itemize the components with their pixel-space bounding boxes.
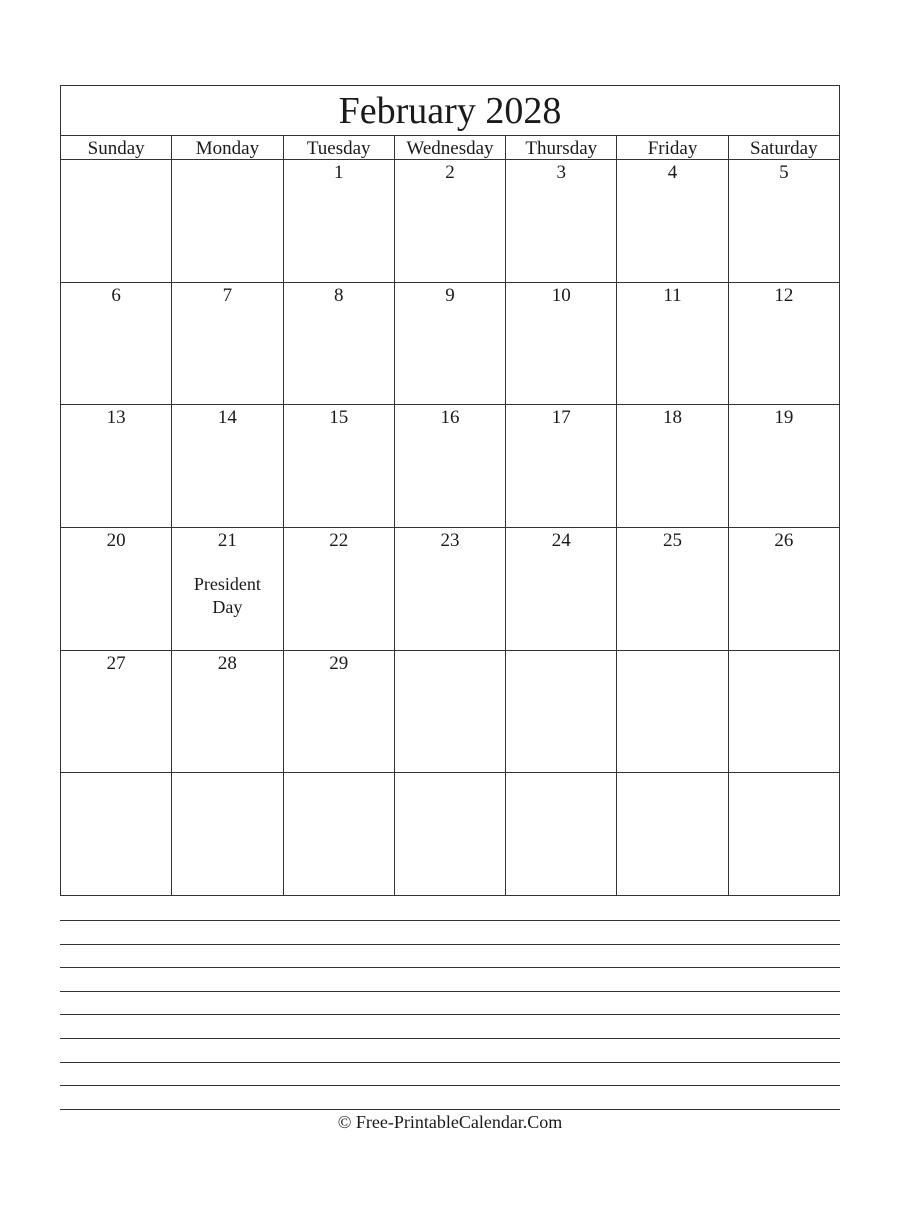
day-cell xyxy=(284,651,395,773)
week-row xyxy=(61,160,839,283)
weekday-wednesday: Wednesday xyxy=(395,136,506,159)
day-cell xyxy=(395,773,506,895)
day-cell xyxy=(617,528,728,650)
day-number: 25 xyxy=(663,530,683,552)
day-cell xyxy=(506,283,617,405)
week-row xyxy=(61,283,839,406)
week-row xyxy=(61,528,839,651)
holiday-label-line: Day xyxy=(212,597,243,618)
note-line xyxy=(60,967,840,968)
day-number: 11 xyxy=(663,284,682,306)
weekday-tuesday: Tuesday xyxy=(284,136,395,159)
day-number: 29 xyxy=(329,652,349,674)
day-cell xyxy=(172,283,283,405)
day-cell xyxy=(172,651,283,773)
note-line xyxy=(60,1085,840,1086)
week-row xyxy=(61,651,839,774)
day-cell xyxy=(617,773,728,895)
day-cell xyxy=(61,283,172,405)
note-line xyxy=(60,920,840,921)
day-number: 13 xyxy=(106,407,126,429)
day-cell xyxy=(284,283,395,405)
day-cell xyxy=(729,405,839,527)
day-cell xyxy=(617,405,728,527)
weekday-thursday: Thursday xyxy=(506,136,617,159)
day-number: 16 xyxy=(440,407,460,429)
day-cell xyxy=(729,160,839,282)
day-cell xyxy=(61,528,172,650)
weekday-friday: Friday xyxy=(617,136,728,159)
weekday-saturday: Saturday xyxy=(750,138,818,159)
day-cell xyxy=(395,405,506,527)
day-cell xyxy=(729,651,839,773)
day-cell xyxy=(617,283,728,405)
notes-section xyxy=(60,920,840,1132)
day-number: 20 xyxy=(106,530,126,552)
day-cell xyxy=(61,405,172,527)
day-number: 3 xyxy=(556,162,567,183)
day-number: 7 xyxy=(222,284,233,306)
day-number: 5 xyxy=(779,162,789,183)
day-number: 26 xyxy=(774,530,794,552)
day-number: 22 xyxy=(329,530,349,552)
holiday-label xyxy=(172,573,282,619)
weekday-monday: Monday xyxy=(172,136,283,159)
weekday-sunday: Sunday xyxy=(61,136,172,159)
calendar-grid xyxy=(61,160,839,895)
day-cell xyxy=(61,773,172,895)
note-line xyxy=(60,1109,840,1110)
day-cell xyxy=(729,528,839,650)
day-number: 8 xyxy=(333,284,344,306)
day-number: 12 xyxy=(774,284,794,306)
day-number: 27 xyxy=(106,652,126,674)
day-cell xyxy=(506,405,617,527)
day-number: 14 xyxy=(217,407,237,429)
calendar-title: February 2028 xyxy=(61,86,839,136)
day-cell xyxy=(729,283,839,405)
week-row xyxy=(61,773,839,895)
day-cell xyxy=(284,528,395,650)
day-cell xyxy=(172,773,283,895)
day-cell xyxy=(61,651,172,773)
calendar xyxy=(60,85,840,896)
day-cell xyxy=(395,283,506,405)
day-number: 4 xyxy=(667,162,678,183)
day-number: 28 xyxy=(217,652,237,674)
footer-copyright: © Free-PrintableCalendar.Com xyxy=(337,1112,563,1132)
day-cell xyxy=(506,160,617,282)
day-number: 6 xyxy=(111,284,121,306)
day-number: 1 xyxy=(333,162,344,183)
holiday-label-line: President xyxy=(193,574,261,595)
day-cell xyxy=(506,528,617,650)
day-cell xyxy=(395,160,506,282)
note-line xyxy=(60,1038,840,1039)
day-cell xyxy=(395,651,506,773)
day-number: 19 xyxy=(774,407,794,429)
day-cell xyxy=(506,773,617,895)
note-line xyxy=(60,1014,840,1015)
day-cell xyxy=(506,651,617,773)
day-number: 2 xyxy=(445,162,455,183)
day-cell xyxy=(617,651,728,773)
day-cell xyxy=(172,405,283,527)
day-cell xyxy=(284,773,395,895)
note-line xyxy=(60,1062,840,1063)
day-number: 23 xyxy=(440,530,460,552)
day-number: 17 xyxy=(551,407,571,429)
day-cell xyxy=(284,160,395,282)
day-number: 10 xyxy=(551,284,571,306)
day-cell xyxy=(617,160,728,282)
week-row xyxy=(61,405,839,528)
note-line xyxy=(60,991,840,992)
day-number: 18 xyxy=(663,407,683,429)
day-cell xyxy=(395,528,506,650)
day-number: 9 xyxy=(445,284,455,306)
day-number: 24 xyxy=(551,530,571,552)
day-number: 15 xyxy=(329,407,349,429)
day-cell-holiday xyxy=(172,528,283,650)
day-cell xyxy=(61,160,172,282)
note-line xyxy=(60,944,840,945)
weekday-header-row xyxy=(61,136,839,160)
day-cell xyxy=(172,160,283,282)
day-number: 21 xyxy=(217,530,237,552)
day-cell xyxy=(284,405,395,527)
day-cell xyxy=(729,773,839,895)
